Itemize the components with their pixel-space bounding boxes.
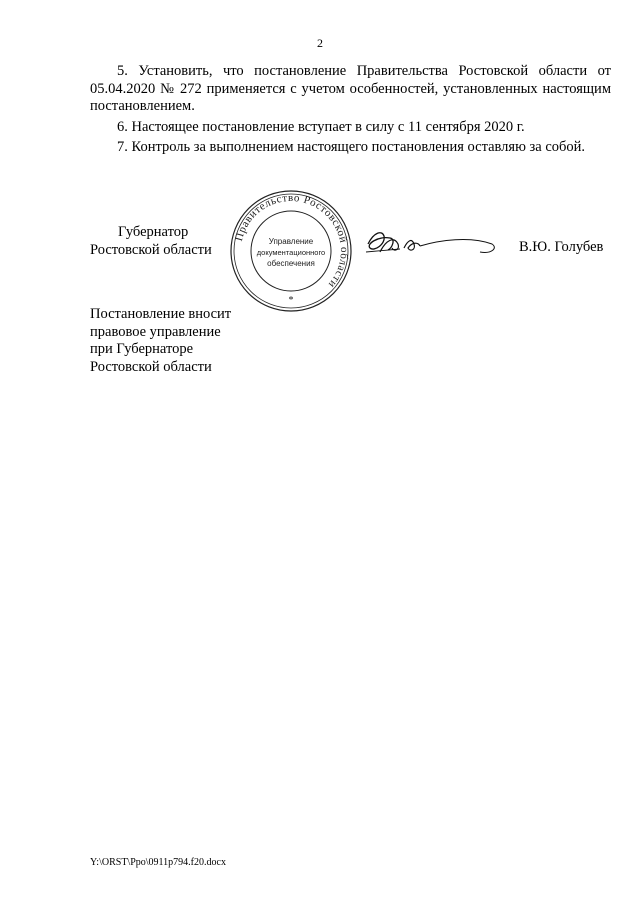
seal-inner-line1: Управление: [268, 237, 314, 246]
document-body: [90, 63, 611, 160]
page-number: 2: [317, 36, 323, 50]
submitter-line2: правовое управление: [90, 323, 221, 340]
signatory-title-line1: Губернатор: [118, 224, 189, 240]
submitter-line3: при Губернаторе: [90, 341, 194, 357]
submitter-line1: Постановление вносит: [90, 306, 232, 322]
paragraph-5: 5. Установить, что постановление Правительства Ростовской области от 05.04.2020 № 272 применяется с учетом особенностей, установленных настоящим постановлением.: [90, 63, 611, 114]
official-seal-stamp: [229, 189, 353, 313]
handwritten-signature: [360, 222, 500, 262]
signatory-name: В.Ю. Голубев: [519, 239, 604, 255]
footer-file-path: Y:\ORST\Ppo\0911p794.f20.docx: [90, 857, 226, 868]
paragraph-7: 7. Контроль за выполнением настоящего постановления оставляю за собой.: [117, 139, 586, 155]
submitter-note: [90, 306, 231, 376]
seal-outer-text: Правительство Ростовской области: [233, 191, 351, 291]
seal-inner-line3: обеспечения: [267, 259, 315, 268]
submitter-line4: Ростовской области: [90, 358, 212, 375]
signatory-title-line2: Ростовской области: [90, 242, 212, 258]
paragraph-6: 6. Настоящее постановление вступает в силу с 11 сентября 2020 г.: [117, 118, 525, 135]
seal-inner-line2: документационного: [256, 248, 326, 257]
seal-star: *: [288, 295, 294, 306]
